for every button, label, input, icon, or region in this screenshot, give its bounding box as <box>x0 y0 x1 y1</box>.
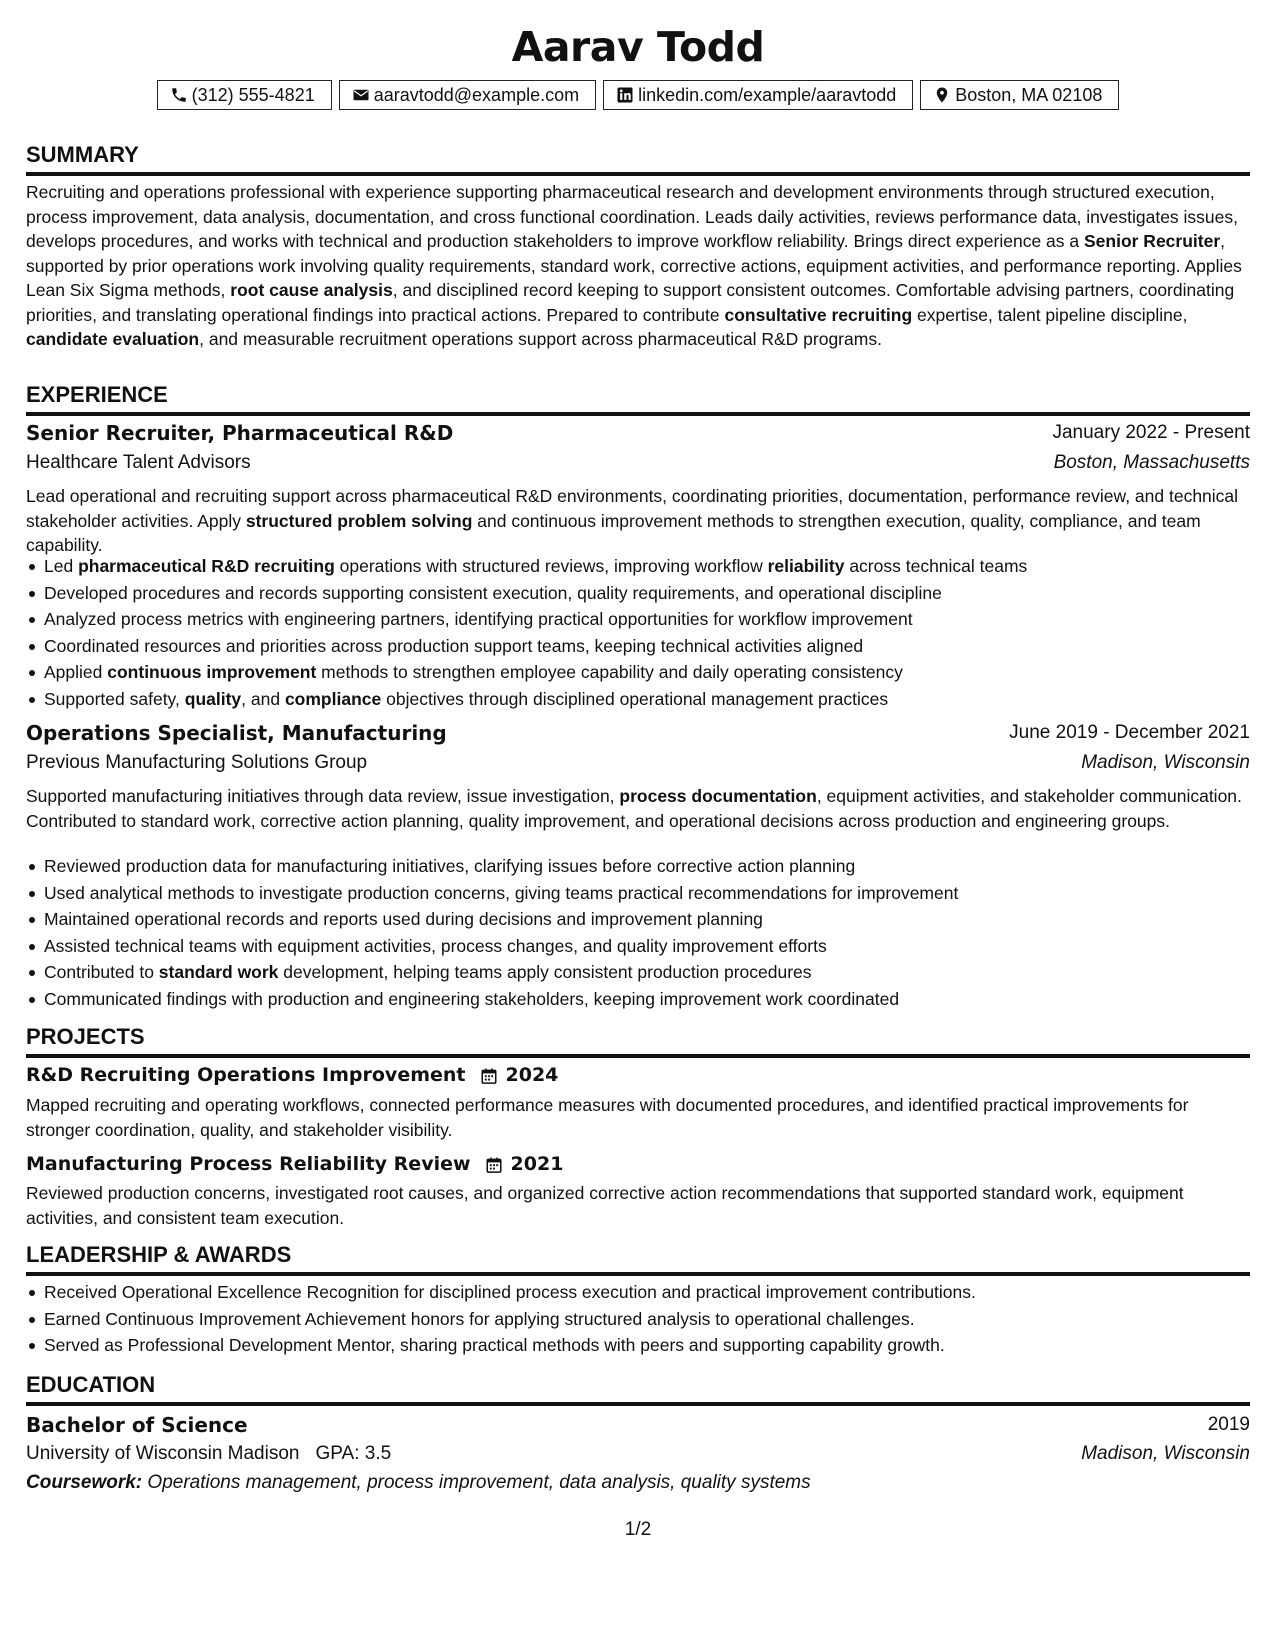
list-item: Coordinated resources and priorities across production support teams, keeping technical activities aligned <box>44 633 1268 660</box>
calendar-icon <box>480 1066 498 1084</box>
project-title: Manufacturing Process Reliability Review 2021 <box>26 1153 564 1175</box>
list-item: Used analytical methods to investigate production concerns, giving teams practical recommendations for improvement <box>44 880 1268 907</box>
school-name: University of Wisconsin Madison <box>26 1443 300 1464</box>
graduation-year: 2019 <box>1207 1414 1250 1435</box>
contact-phone <box>157 80 332 110</box>
job-company: Previous Manufacturing Solutions Group <box>26 752 368 773</box>
linkedin-link[interactable]: linkedin.com/example/aaravtodd <box>638 85 897 105</box>
job-title: Senior Recruiter, Pharmaceutical R&D <box>26 421 454 445</box>
experience-heading: EXPERIENCE <box>26 382 1250 416</box>
job-title: Operations Specialist, Manufacturing <box>26 721 447 745</box>
job-dates: June 2019 - December 2021 <box>1009 722 1250 743</box>
job-bullets <box>26 553 1268 713</box>
resume-page <box>26 0 1250 1650</box>
list-item: Developed procedures and records supporting consistent execution, quality requirements, and operational discipline <box>44 580 1268 607</box>
project-title: R&D Recruiting Operations Improvement 2024 <box>26 1064 559 1086</box>
contact-linkedin[interactable] <box>603 80 913 110</box>
list-item: Supported safety, quality, and compliance objectives through disciplined operational management practices <box>44 686 1268 713</box>
list-item: Applied continuous improvement methods to strengthen employee capability and daily operating consistency <box>44 659 1268 686</box>
job-location: Boston, Massachusetts <box>1053 452 1250 473</box>
envelope-icon <box>352 86 370 104</box>
contact-bar <box>26 80 1250 110</box>
projects-heading: PROJECTS <box>26 1024 1250 1058</box>
leadership-heading: LEADERSHIP & AWARDS <box>26 1242 1250 1276</box>
education-heading: EDUCATION <box>26 1372 1250 1406</box>
list-item: Communicated findings with production and engineering stakeholders, keeping improvement work coordinated <box>44 986 1268 1013</box>
list-item: Assisted technical teams with equipment activities, process changes, and quality improvement efforts <box>44 933 1268 960</box>
contact-email[interactable] <box>339 80 596 110</box>
school-line <box>26 1441 391 1467</box>
list-item: Received Operational Excellence Recognition for disciplined process execution and practical improvement contributions. <box>44 1279 1268 1306</box>
leadership-list <box>26 1279 1268 1359</box>
phone-icon <box>170 86 188 104</box>
list-item: Served as Professional Development Mentor, sharing practical methods with peers and supporting capability growth. <box>44 1332 1268 1359</box>
project-description: Mapped recruiting and operating workflows, connected performance measures with documented procedures, and identified practical improvements for stronger coordination, quality, and stakeholder visibility. <box>26 1095 1189 1140</box>
candidate-name: Aarav Todd <box>511 23 765 71</box>
list-item: Earned Continuous Improvement Achievement honors for applying structured analysis to operational challenges. <box>44 1306 1268 1333</box>
email-link[interactable]: aaravtodd@example.com <box>373 85 580 105</box>
job-dates: January 2022 - Present <box>1052 422 1250 443</box>
map-pin-icon <box>933 86 951 104</box>
calendar-icon <box>485 1155 503 1173</box>
gpa: GPA: 3.5 <box>315 1443 392 1464</box>
list-item: Reviewed production data for manufacturing initiatives, clarifying issues before corrective action planning <box>44 853 1268 880</box>
job-bullets <box>26 853 1268 1013</box>
project-description: Reviewed production concerns, investigated root causes, and organized corrective action recommendations that supported standard work, equipment activities, and consistent team execution. <box>26 1183 1184 1228</box>
project-year: 2024 <box>505 1064 559 1086</box>
job-description: Lead operational and recruiting support across pharmaceutical R&D environments, coordinating priorities, documentation, performance review, and technical stakeholder activities. Apply structured problem solving and continuous improvement methods to strengthen execution, quality, compliance, and team capability. <box>26 486 1239 555</box>
project-year: 2021 <box>510 1153 564 1175</box>
list-item: Contributed to standard work development, helping teams apply consistent production procedures <box>44 959 1268 986</box>
job-location: Madison, Wisconsin <box>1081 752 1250 773</box>
phone-text: (312) 555-4821 <box>191 85 315 105</box>
location-text: Boston, MA 02108 <box>955 85 1103 105</box>
degree: Bachelor of Science <box>26 1413 248 1437</box>
coursework: Coursework: Operations management, process improvement, data analysis, quality systems <box>26 1472 811 1493</box>
contact-location <box>920 80 1119 110</box>
job-description: Supported manufacturing initiatives through data review, issue investigation, process documentation, equipment activities, and stakeholder communication. Contributed to standard work, corrective action planning, quality improvement, and operational decisions across production and engineering groups. <box>26 786 1242 831</box>
list-item: Analyzed process metrics with engineering partners, identifying practical opportunities for workflow improvement <box>44 606 1268 633</box>
job-company: Healthcare Talent Advisors <box>26 452 251 473</box>
summary-text: Recruiting and operations professional with experience supporting pharmaceutical research and development environments through structured execution, process improvement, data analysis, documentation, and cross functional coordination. Leads daily activities, reviews performance data, investigates issues, develops procedures, and works with technical and production stakeholders to improve workflow reliability. Brings direct experience as a Senior Recruiter, supported by prior operations work involving quality requirements, standard work, corrective actions, equipment activities, and performance reporting. Applies Lean Six Sigma methods, root cause analysis, and disciplined record keeping to support consistent outcomes. Comfortable advising partners, coordinating priorities, and translating operational findings into practical actions. Prepared to contribute consultative recruiting expertise, talent pipeline discipline, candidate evaluation, and measurable recruitment operations support across pharmaceutical R&D programs. <box>26 182 1242 349</box>
linkedin-icon <box>616 86 634 104</box>
page-number: 1/2 <box>624 1519 652 1540</box>
list-item: Led pharmaceutical R&D recruiting operations with structured reviews, improving workflow reliability across technical teams <box>44 553 1268 580</box>
summary-heading: SUMMARY <box>26 142 1250 176</box>
school-location: Madison, Wisconsin <box>1081 1443 1250 1464</box>
list-item: Maintained operational records and reports used during decisions and improvement planning <box>44 906 1268 933</box>
